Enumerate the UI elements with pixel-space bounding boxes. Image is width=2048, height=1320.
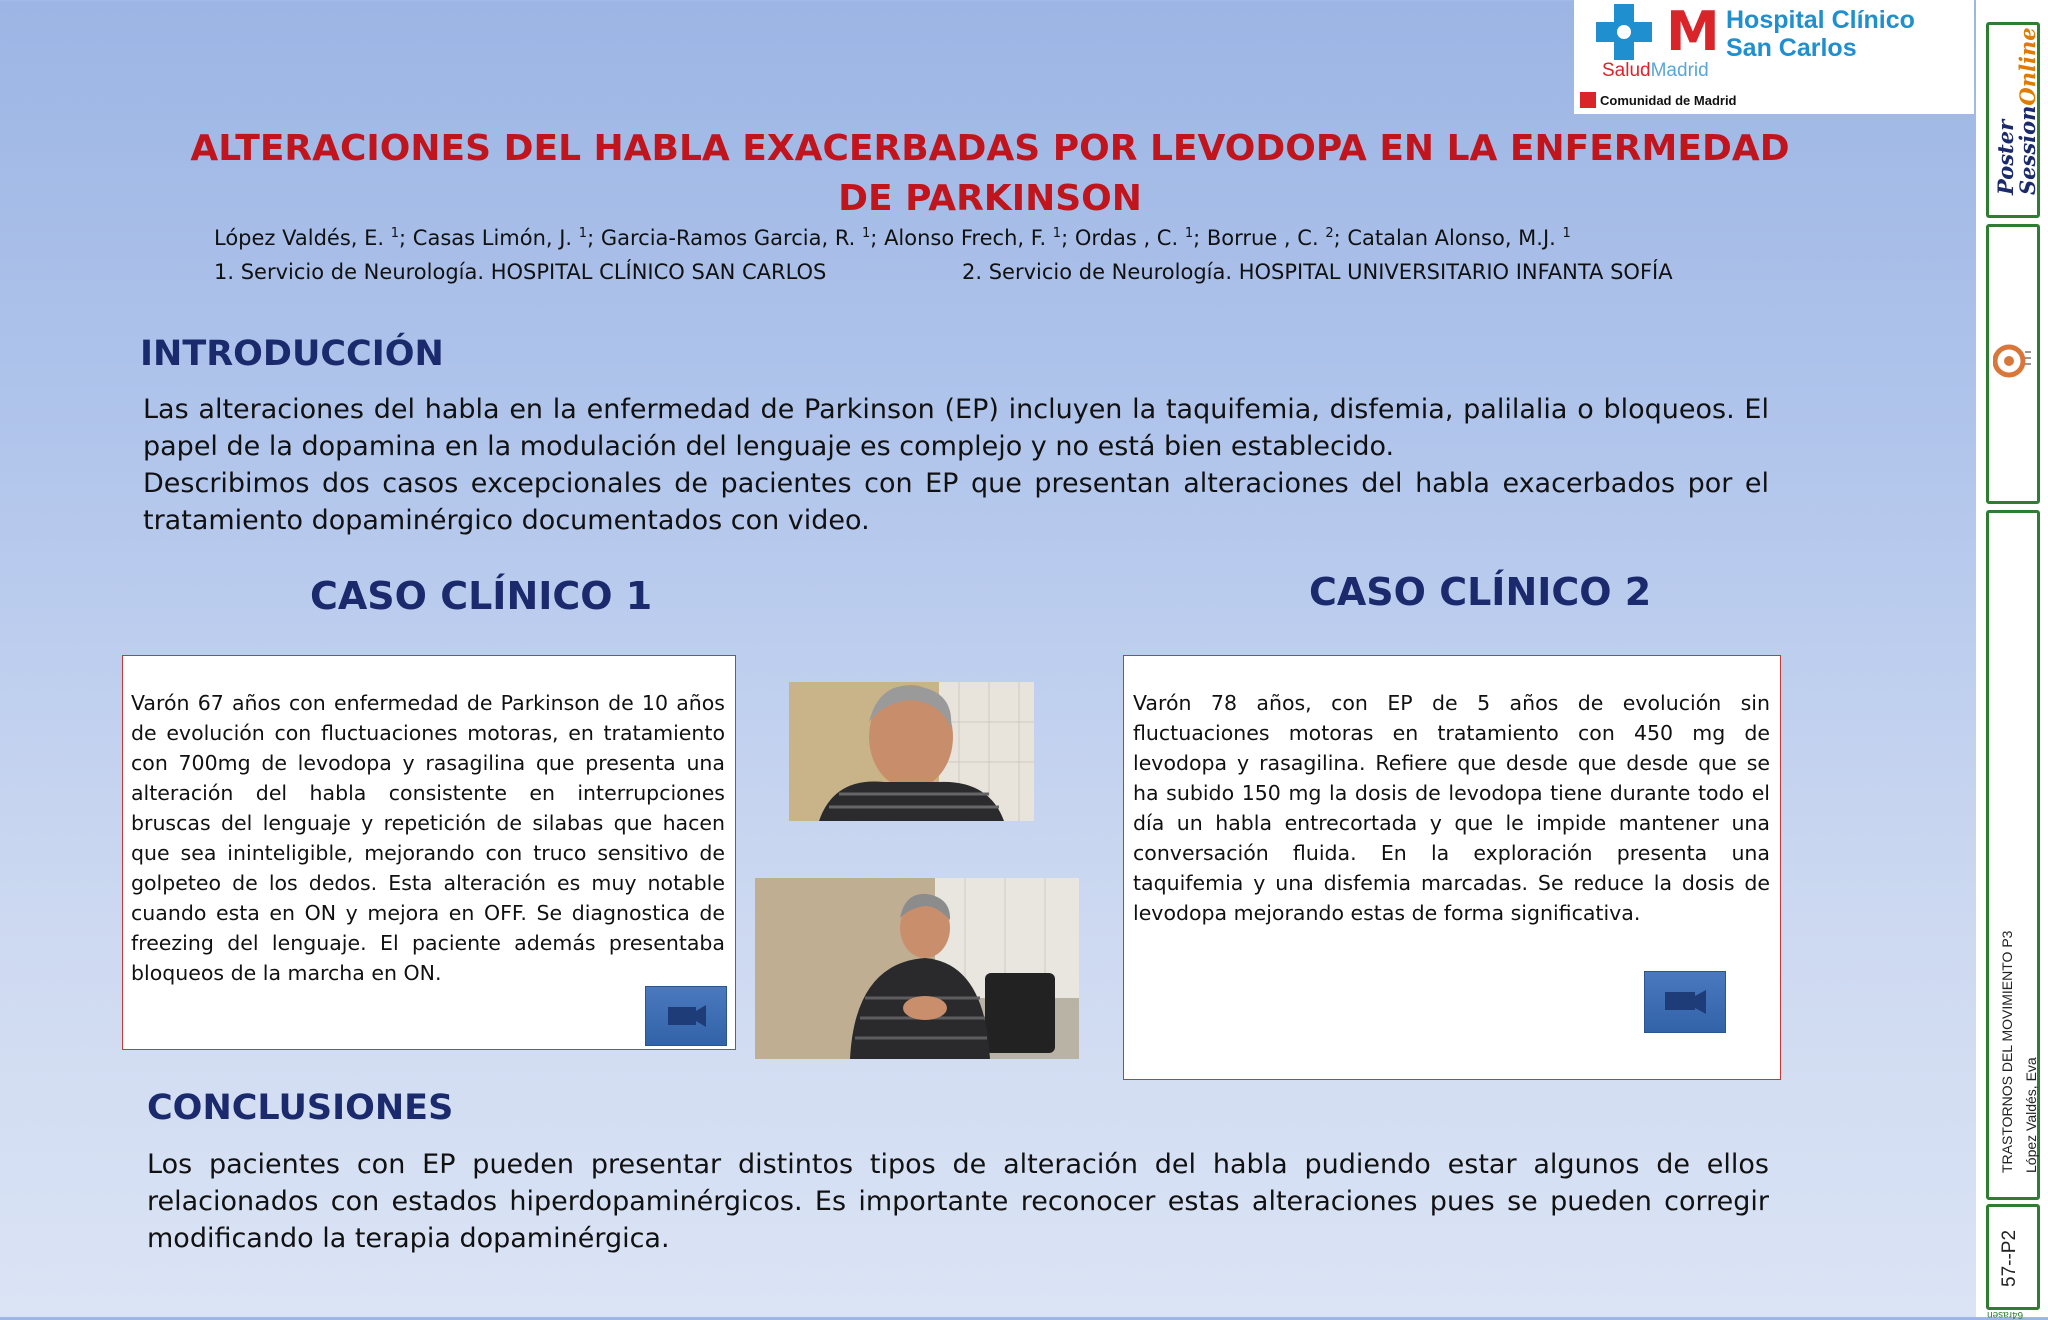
hospital-logo bbox=[1574, 0, 1974, 114]
author-name: Borrue , C. bbox=[1206, 226, 1326, 250]
case2-box bbox=[1123, 655, 1781, 1080]
author-name: Ordas , C. bbox=[1074, 226, 1185, 250]
author-list: López Valdés, E. $^1$; Casas Limón, J. $^1$; Garcia-Ramos Garcia, R. $^1$; Alonso Frech, F. $^1$; Ordas , C. $^1$; Borrue , C. $^2$; Catalan Alonso, M.J. $^1$ bbox=[214, 226, 1571, 250]
case2-heading: CASO CLÍNICO 2 bbox=[1309, 570, 1652, 614]
case1-video-button[interactable] bbox=[645, 986, 727, 1046]
sidebar-author: López Valdés, Eva bbox=[2023, 1057, 2039, 1173]
poster-title: ALTERACIONES DEL HABLA EXACERBADAS POR LEVODOPA EN LA ENFERMEDAD DE PARKINSON bbox=[190, 128, 1790, 219]
intro-paragraph-1: Las alteraciones del habla en la enfermedad de Parkinson (EP) incluyen la taquifemia, disfemia, palilalia o bloqueos. El papel de la dopamina en la modulación del lenguaje es complejo y no está bien establecido. bbox=[143, 394, 1769, 462]
author-name: Garcia-Ramos Garcia, R. bbox=[600, 226, 863, 250]
case1-text: Varón 67 años con enfermedad de Parkinson de 10 años de evolución con fluctuaciones motoras, en tratamiento con 700mg de levodopa y rasagilina que presenta una alteración del habla consistente en interrupciones bruscas del lenguaje y repetición de silabas que hacen que sea ininteligible, mejorando con truco sensitivo de golpeteo de los dedos. Esta alteración es muy notable cuando esta en ON y mejora en OFF. Se diagnostica de freezing del lenguaje. El paciente además presentaba bloqueos de la marcha en ON. bbox=[131, 691, 725, 985]
sidebar-seal-panel bbox=[1986, 224, 2040, 504]
author-name: Catalan Alonso, M.J. bbox=[1347, 226, 1563, 250]
video-camera-icon bbox=[1645, 972, 1725, 1032]
case1-box bbox=[122, 655, 736, 1050]
intro-text bbox=[143, 391, 1769, 539]
logo-m-letter: M bbox=[1666, 0, 1720, 63]
author-affiliation-number: 1 bbox=[1184, 226, 1194, 241]
patient-photo-2 bbox=[755, 878, 1079, 1059]
author-affiliation-number: 1 bbox=[1562, 226, 1571, 241]
conclusions-text: Los pacientes con EP pueden presentar distintos tipos de alteración del habla pudiendo estar algunos de ellos relacionados con estados hiperdopaminérgicos. Es importante reconocer estas alteraciones pues se pueden corregir modificando la terapia dopaminérgica. bbox=[147, 1149, 1769, 1254]
video-camera-icon bbox=[646, 987, 726, 1045]
author-name: López Valdés, E. bbox=[214, 226, 391, 250]
comunidad-flag-icon bbox=[1580, 92, 1596, 108]
sidebar-seal-icon bbox=[1993, 337, 2033, 389]
logo-salud-madrid: SaludMadrid bbox=[1602, 60, 1709, 81]
intro-heading: INTRODUCCIÓN bbox=[140, 334, 444, 374]
logo-hospital-name: Hospital Clínico San Carlos bbox=[1726, 6, 1915, 62]
case1-heading: CASO CLÍNICO 1 bbox=[310, 574, 653, 618]
logo-comunidad: Comunidad de Madrid bbox=[1580, 92, 1737, 108]
sidebar-brand: Poster SessionOnline bbox=[1993, 27, 2040, 195]
sidebar-code: 57--P2 bbox=[1999, 1229, 2020, 1287]
poster-sidebar bbox=[1976, 0, 2048, 1320]
author-affiliation-number: 1 bbox=[862, 226, 871, 241]
salud-madrid-cross-icon bbox=[1596, 4, 1652, 60]
affiliation-1: 1. Servicio de Neurología. HOSPITAL CLÍNICO SAN CARLOS bbox=[214, 260, 827, 284]
conclusions-heading: CONCLUSIONES bbox=[147, 1088, 454, 1128]
case2-text: Varón 78 años, con EP de 5 años de evolución sin fluctuaciones motoras en tratamiento con 450 mg de levodopa y rasagilina. Refiere que desde que desde que se ha subido 150 mg la dosis de levodopa tiene durante todo el día un habla entrecortada y que le impide mantener una conversación fluida. En la exploración presenta una taquifemia y una disfemia marcadas. Se reduce la dosis de levodopa mejorando estas de forma significativa. bbox=[1133, 691, 1770, 925]
affiliation-2: 2. Servicio de Neurología. HOSPITAL UNIVERSITARIO INFANTA SOFÍA bbox=[962, 260, 1673, 284]
sidebar-brand-panel[interactable] bbox=[1986, 22, 2040, 218]
author-affiliation-number: 2 bbox=[1325, 226, 1334, 241]
patient-photo-1 bbox=[789, 682, 1034, 821]
intro-paragraph-2: Describimos dos casos excepcionales de pacientes con EP que presentan alteraciones del habla exacerbados por el tratamiento dopaminérgico documentados con video. bbox=[143, 468, 1769, 536]
sidebar-code-panel bbox=[1986, 1204, 2040, 1320]
case2-video-button[interactable] bbox=[1644, 971, 1726, 1033]
author-affiliation-number: 1 bbox=[578, 226, 588, 241]
sidebar-info bbox=[1995, 931, 2043, 1173]
sidebar-footer: 64rasen bbox=[1987, 1309, 2024, 1320]
sidebar-track: TRASTORNOS DEL MOVIMIENTO P3 bbox=[1999, 930, 2015, 1173]
author-name: Alonso Frech, F. bbox=[884, 226, 1053, 250]
sidebar-info-panel bbox=[1986, 510, 2040, 1200]
author-name: Casas Limón, J. bbox=[412, 226, 579, 250]
author-affiliation-number: 1 bbox=[1052, 226, 1062, 241]
author-affiliation-number: 1 bbox=[390, 226, 400, 241]
